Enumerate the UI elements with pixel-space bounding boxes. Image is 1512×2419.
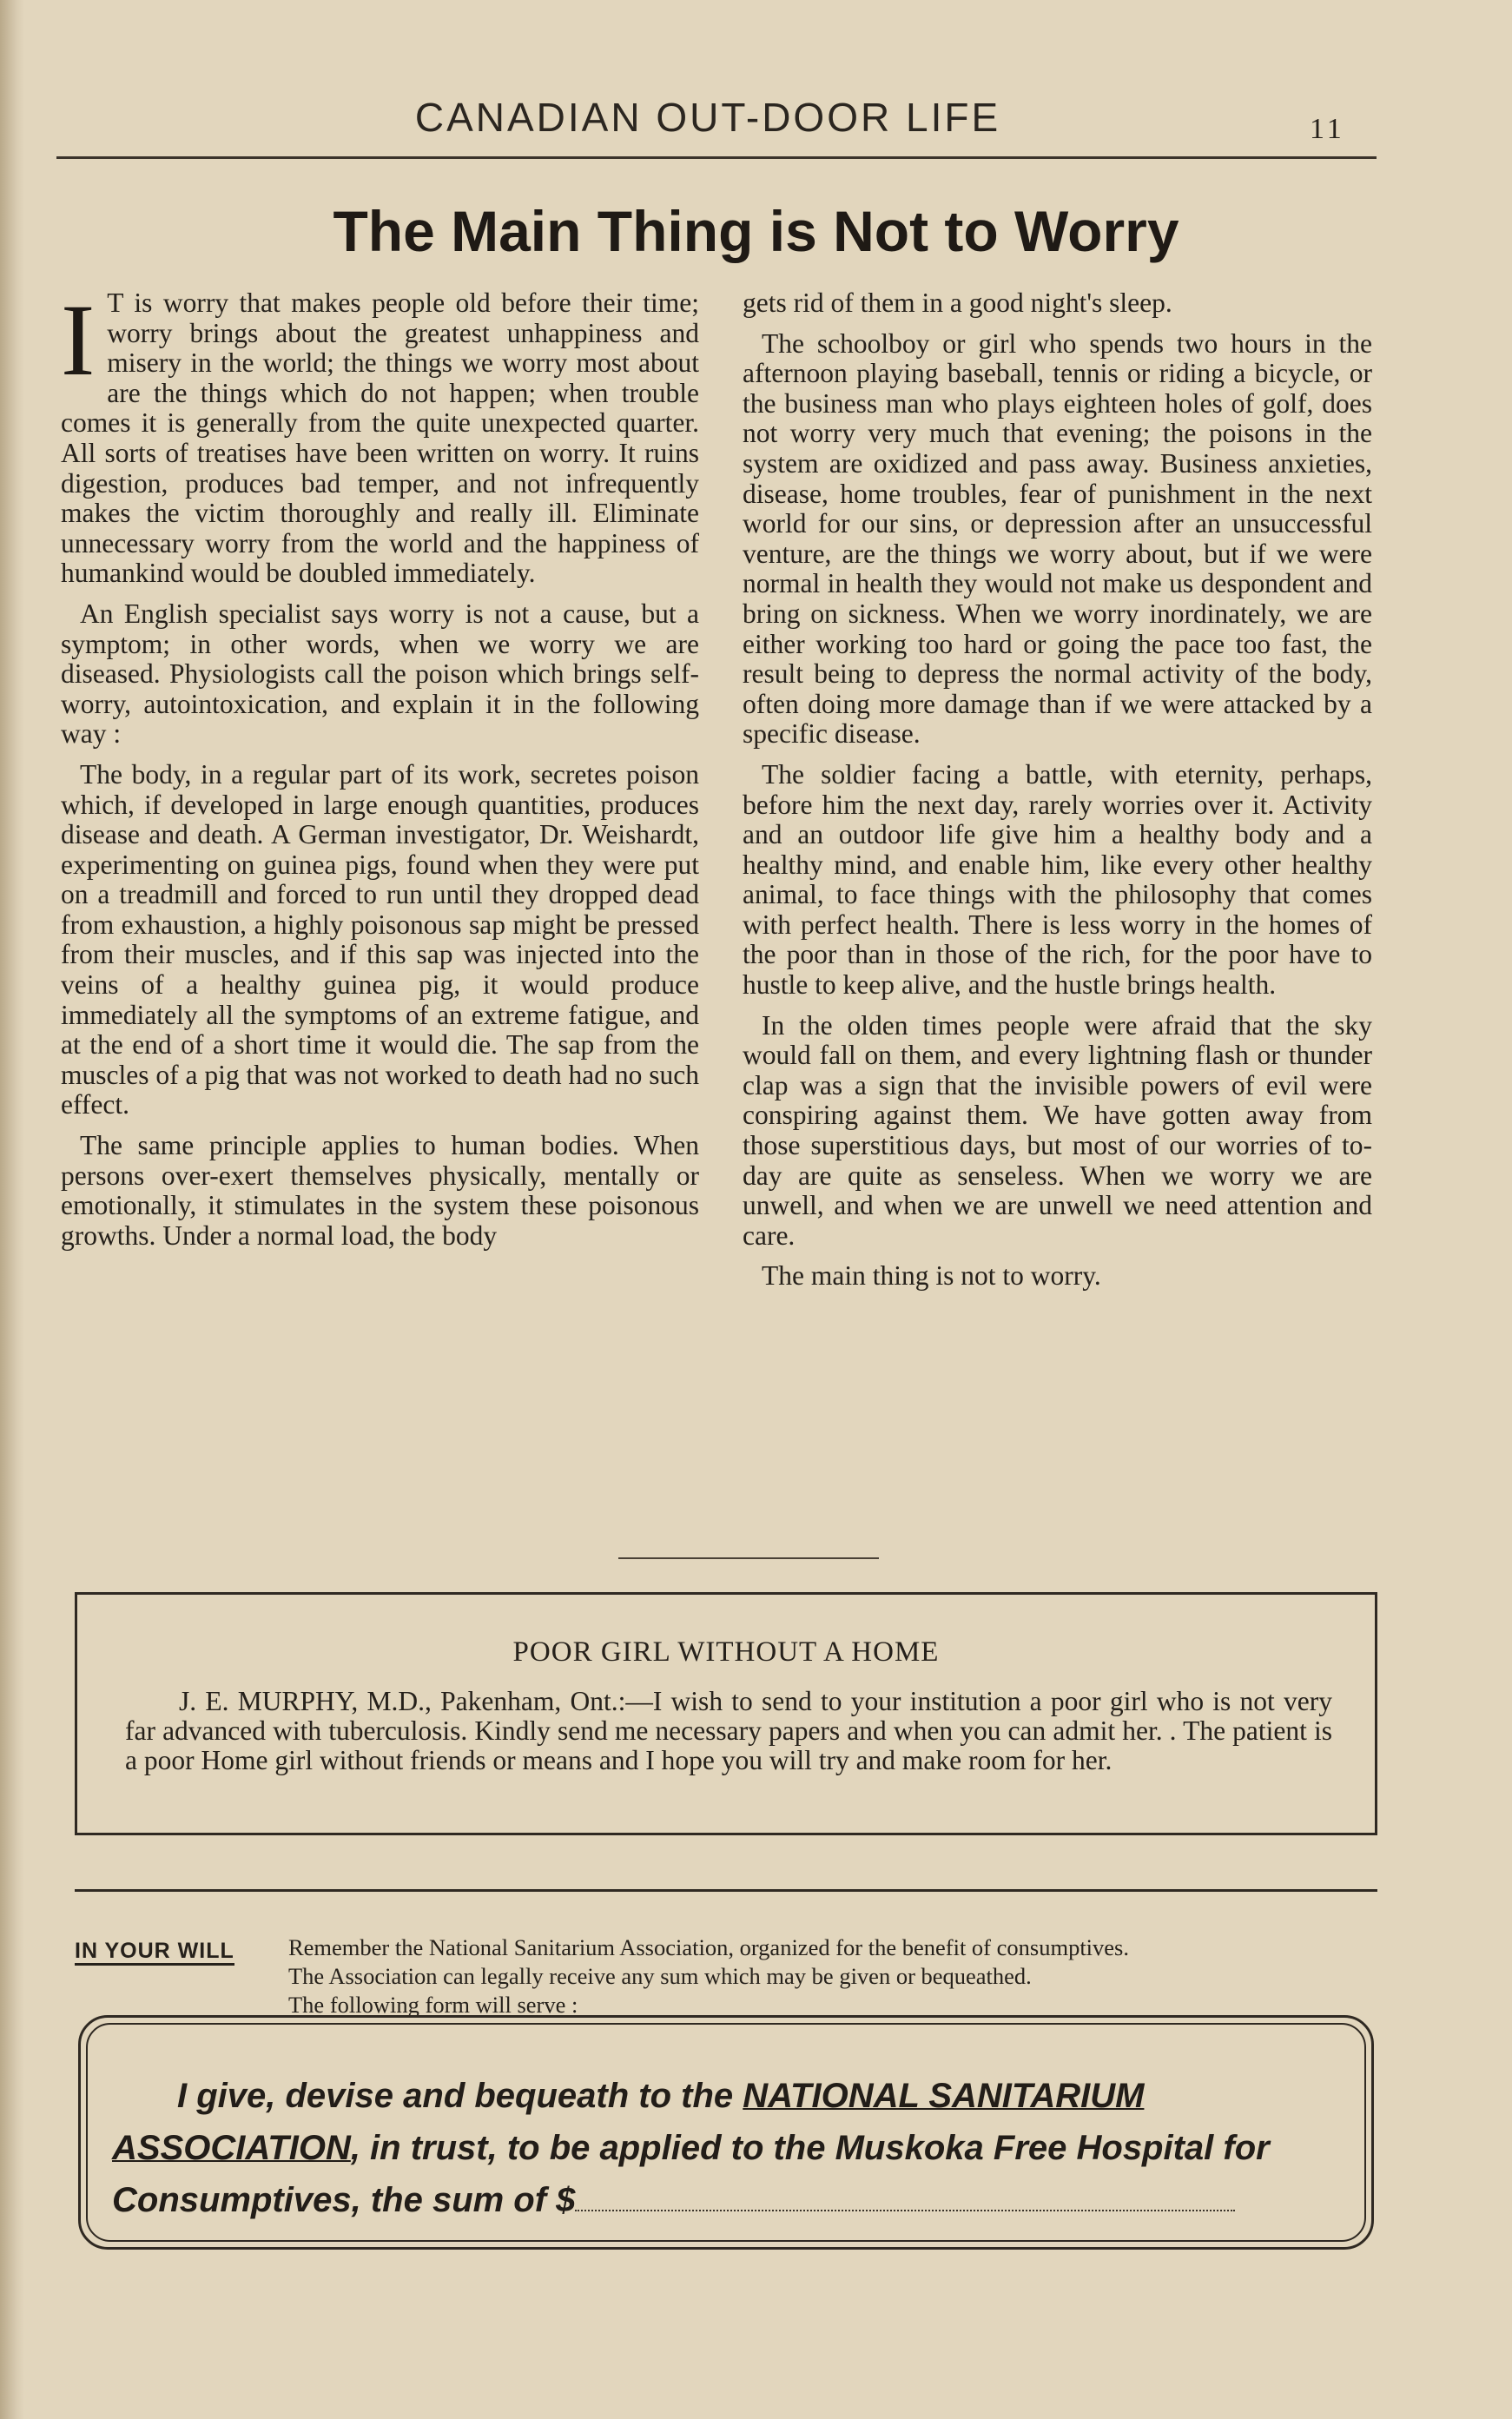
will-line: The Association can legally receive any sum which may be given or bequeathed. xyxy=(288,1963,1032,1989)
article-paragraph: I T is worry that makes people old before their time; worry brings about the greatest unhappiness and misery in the world; the things we worry most about are the things which do not happen; when trouble comes it is generally from the quite unexpected quarter. All sorts of treatises have been written on worry. It ruins digestion, produces bad temper, and not infrequently makes the victim thoroughly and really ill. Eliminate unnecessary worry from the world and the happiness of humankind would be doubled immediately. xyxy=(61,283,699,589)
article-paragraph: gets rid of them in a good night's sleep. xyxy=(743,288,1172,318)
page-number: 11 xyxy=(1310,113,1345,145)
will-rule xyxy=(75,1889,1377,1892)
article-paragraph: The schoolboy or girl who spends two hours in the afternoon playing baseball, tennis or riding a bicycle, or the business man who plays eighteen holes of golf, does not worry very much that evening; the poisons in the system are oxidized and pass away. Business anxieties, disease, home troubles, fear of punishment in the next world for our sins, or depression after an unsuccessful venture, are the things we worry about, but if we were normal in health they would not make us despondent and bring on sickness. When we worry inordinately, we are either working too hard or going the pace too fast, the result being to depress the normal activity of the body, often doing more damage than if we were attacked by a specific disease. xyxy=(743,327,1372,750)
running-head xyxy=(0,94,1512,146)
article-paragraph: The same principle applies to human bodies. When persons over-exert themselves physically, mentally or emotionally, it stimulates in the system these poisonous growths. Under a normal load, the body xyxy=(61,1130,699,1251)
letter-heading: POOR GIRL WITHOUT A HOME xyxy=(512,1636,940,1668)
letter-box xyxy=(75,1592,1377,1835)
article-left-column xyxy=(61,283,699,1261)
article-paragraph: The soldier facing a battle, with eternity, perhaps, before him the next day, rarely worries over it. Activity and an outdoor life give him a healthy body and a healthy mind, and enable him, like every other healthy animal, to face things with the philosophy that comes with perfect health. There is less worry in the homes of the poor than in those of the rich, for the poor have to hustle to keep alive, and the hustle brings health. xyxy=(743,758,1372,1001)
article-right-column xyxy=(743,288,1372,1302)
letter-body: J. E. MURPHY, M.D., Pakenham, Ont.:—I wish to send to your institution a poor girl who is not very far advanced with tuberculosis. Kindly send me necessary papers and when you can admit her. . The patient is a poor Home girl without friends or means and I hope you will try and make room for her. xyxy=(125,1686,1332,1775)
association-name: NATIONAL SANITARIUM ASSOCIATION xyxy=(112,2077,1145,2167)
will-label: IN YOUR WILL xyxy=(75,1939,234,1966)
article-paragraph: The body, in a regular part of its work, secretes poison which, if developed in large enough quantities, produces disease and death. A German investigator, Dr. Weishardt, experimenting on guinea pigs, found when they were put on a treadmill and forced to run until they dropped dead from exhaustion, a highly poisonous sap might be pressed from their muscles, and if this sap was injected into the veins of a healthy guinea pig, it would produce immediately all the symptoms of an extreme fatigue, and at the end of a short time it would die. The sap from the muscles of a pig that was not worked to death had no such effect. xyxy=(61,758,699,1120)
article-paragraph: The main thing is not to worry. xyxy=(762,1260,1101,1292)
drop-cap: I xyxy=(61,283,96,397)
page-edge-shadow xyxy=(0,0,24,2419)
bequest-form-box xyxy=(78,2015,1374,2250)
article-paragraph: An English specialist says worry is not a cause, but a symptom; in other words, when we worry we are diseased. Physiologists call the poison which brings self-worry, autointoxication, and explain it in the following way : xyxy=(61,598,699,750)
header-rule xyxy=(56,156,1377,159)
article-paragraph: In the olden times people were afraid that the sky would fall on them, and every lightning flash or thunder clap was a sign that the invisible powers of evil were conspiring against them. We have gotten away from those superstitious days, but most of our worries of to-day are quite as senseless. When we worry we are unwell, and when we are unwell we need attention and care. xyxy=(743,1009,1372,1251)
article-title: The Main Thing is Not to Worry xyxy=(333,199,1179,263)
will-text xyxy=(288,1933,1374,2019)
will-line: Remember the National Sanitarium Association, organized for the benefit of consumptives. xyxy=(288,1934,1129,1960)
amount-blank xyxy=(575,2198,1235,2211)
magazine-title: CANADIAN OUT-DOOR LIFE xyxy=(414,95,1001,140)
bequest-form-inner-border xyxy=(86,2023,1366,2242)
bequest-form-text: I give, devise and bequeath to the NATIONAL SANITARIUM ASSOCIATION, in trust, to be applied to the Muskoka Free Hospital for Consumptives, the sum of $ xyxy=(112,2077,1270,2219)
section-divider xyxy=(618,1557,879,1559)
will-line: The following form will serve : xyxy=(288,1992,578,2018)
